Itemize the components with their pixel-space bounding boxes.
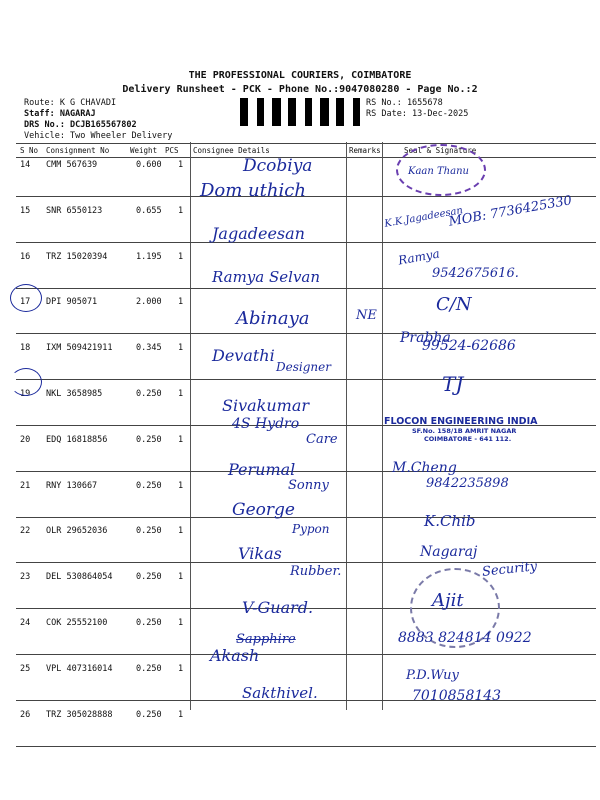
signature-scribble-icon: Ajit [432, 590, 464, 611]
row-consignment: TRZ 305028888 [46, 709, 113, 720]
handwritten-name: Perumal [228, 460, 296, 479]
signature-phone: 8883 824814 0922 [398, 630, 532, 646]
table-row-line [16, 746, 596, 747]
row-consignment: COK 25552100 [46, 618, 108, 628]
handwritten-name: George [232, 500, 295, 520]
handwritten-name: Designer [276, 360, 331, 374]
handwritten-name: Care [306, 432, 338, 447]
row-pcs: 1 [178, 205, 184, 216]
row-sno: 14 [20, 160, 31, 170]
row-sno: 21 [20, 480, 31, 491]
row-weight: 0.250 [136, 663, 162, 674]
row-pcs: 1 [178, 618, 184, 628]
barcode-icon [236, 98, 364, 126]
handwritten-name: Dcobiya [243, 156, 313, 176]
signature-scribble-icon: K.K.Jagadeesan [383, 205, 464, 230]
row-weight: 0.250 [136, 526, 162, 537]
row-consignment: RNY 130667 [46, 480, 98, 491]
handwritten-name: Akash [210, 646, 260, 665]
table-top-line [16, 143, 596, 144]
col-header-sno: S No [20, 146, 39, 155]
row-consignment: VPL 407316014 [46, 663, 113, 674]
row-pcs: 1 [178, 663, 184, 674]
signature-mark: TJ [442, 372, 464, 396]
signature-name: P.D.Wuy [406, 668, 459, 683]
signature-name: M.Cheng [392, 460, 457, 476]
table-row-line [16, 333, 596, 334]
row-weight: 0.250 [136, 389, 162, 399]
row-consignment: SNR 6550123 [46, 205, 103, 216]
table-row-line [16, 196, 596, 197]
row-sno: 24 [20, 618, 31, 628]
row-weight: 1.195 [136, 251, 162, 262]
row-pcs: 1 [178, 480, 184, 491]
handwritten-name: Dom uthich [200, 180, 306, 201]
row-consignment: OLR 29652036 [46, 526, 108, 537]
meta-right [366, 98, 468, 120]
row-sno: 26 [20, 709, 31, 720]
row-pcs: 1 [178, 709, 184, 720]
handwritten-name: Rubber. [290, 564, 342, 579]
col-header-consignment: Consignment No [46, 146, 110, 155]
handwritten-name: Jagadeesan [212, 224, 305, 243]
circle-mark-icon [10, 284, 42, 312]
table-row-line [16, 471, 596, 472]
col-divider [346, 142, 347, 710]
row-consignment: DEL 530864054 [46, 572, 113, 583]
handwritten-name: Pypon [292, 522, 330, 536]
circle-mark-icon [10, 368, 42, 396]
row-sno: 23 [20, 572, 31, 583]
signature-name: K.Chib [424, 512, 476, 530]
handwritten-name: Devathi [212, 346, 275, 365]
meta-left [24, 98, 172, 142]
row-sno: 18 [20, 343, 31, 354]
handwritten-remark: NE [356, 308, 377, 323]
table-row-line [16, 379, 596, 380]
row-weight: 0.250 [136, 572, 162, 583]
signature-scribble-icon: Kaan Thanu [408, 166, 469, 177]
signature-name: Security [481, 559, 538, 580]
handwritten-name: Abinaya [236, 308, 310, 329]
row-consignment: TRZ 15020394 [46, 251, 108, 262]
row-pcs: 1 [178, 160, 184, 170]
signature-mark: C/N [436, 294, 472, 315]
table-row-line [16, 654, 596, 655]
vehicle: Vehicle: Two Wheeler Delivery [24, 131, 173, 141]
drs-number: DRS No.: DCJB165567802 [24, 120, 137, 130]
row-consignment: EDQ 16818856 [46, 434, 108, 445]
handwritten-name: 4S Hydro [232, 416, 300, 432]
runsheet-subtitle: Delivery Runsheet - PCK - Phone No.:9047080280 - Page No.:2 [122, 84, 478, 95]
stamp-address: SF.No. 158/1B AMRIT NAGAR [412, 427, 517, 435]
signature-scribble-icon: Ramya [397, 246, 441, 268]
row-weight: 0.655 [136, 205, 162, 216]
staff: Staff: NAGARAJ [24, 109, 96, 119]
row-consignment: IXM 509421911 [46, 343, 113, 354]
rs-number: RS No.: 1655678 [366, 98, 443, 108]
signature-phone: 99524-62686 [422, 338, 516, 354]
table-row-line [16, 242, 596, 243]
row-weight: 0.250 [136, 618, 162, 628]
stamp-company: FLOCON ENGINEERING INDIA [384, 416, 538, 427]
stamp-city: COIMBATORE - 641 112. [424, 435, 512, 443]
col-header-pcs: PCS [165, 146, 179, 155]
handwritten-name: Sakthivel. [242, 684, 318, 702]
signature-phone: 9842235898 [426, 476, 509, 491]
row-pcs: 1 [178, 297, 184, 308]
row-pcs: 1 [178, 572, 184, 583]
handwritten-name: Vikas [238, 544, 282, 563]
handwritten-name: Ramya Selvan [212, 268, 321, 286]
row-weight: 0.250 [136, 709, 162, 720]
row-sno: 22 [20, 526, 31, 537]
row-weight: 0.250 [136, 480, 162, 491]
row-consignment: CMM 567639 [46, 160, 98, 170]
row-weight: 2.000 [136, 297, 162, 308]
row-sno: 17 [20, 297, 31, 308]
company-rubber-stamp [384, 416, 590, 443]
col-header-weight: Weight [130, 146, 158, 155]
handwritten-name: V-Guard. [242, 598, 314, 617]
row-pcs: 1 [178, 251, 184, 262]
col-divider [190, 142, 191, 710]
signature-phone: MOB: 7736425330 [447, 193, 574, 230]
table-row-line [16, 517, 596, 518]
col-header-remarks: Remarks [349, 146, 381, 155]
row-sno: 16 [20, 251, 31, 262]
row-sno: 25 [20, 663, 31, 674]
signature-phone: 9542675616. [432, 266, 519, 281]
table-row-line [16, 288, 596, 289]
row-pcs: 1 [178, 526, 184, 537]
handwritten-name: Sivakumar [222, 396, 310, 415]
row-sno: 15 [20, 205, 31, 216]
row-pcs: 1 [178, 434, 184, 445]
row-pcs: 1 [178, 389, 184, 399]
col-header-details: Consignee Details [193, 146, 270, 155]
row-weight: 0.345 [136, 343, 162, 354]
col-header-seal: Seal & Signature [404, 146, 477, 155]
row-sno: 20 [20, 434, 31, 445]
row-weight: 0.250 [136, 434, 162, 445]
rs-date: RS Date: 13-Dec-2025 [366, 109, 469, 119]
handwritten-name: Sonny [288, 478, 329, 493]
signature-name: Prabha [400, 330, 451, 346]
col-divider [382, 142, 383, 710]
row-weight: 0.600 [136, 160, 162, 170]
row-sno: 19 [20, 389, 31, 399]
route: Route: K G CHAVADI [24, 98, 117, 108]
signature-phone: 7010858143 [412, 688, 502, 704]
row-pcs: 1 [178, 343, 184, 354]
company-title: THE PROFESSIONAL COURIERS, COIMBATORE [188, 70, 412, 81]
signature-scribble-icon: Nagaraj [420, 544, 478, 560]
row-consignment: DPI 905071 [46, 297, 98, 308]
row-consignment: NKL 3658985 [46, 389, 103, 399]
handwritten-name: Sapphire [236, 632, 296, 647]
